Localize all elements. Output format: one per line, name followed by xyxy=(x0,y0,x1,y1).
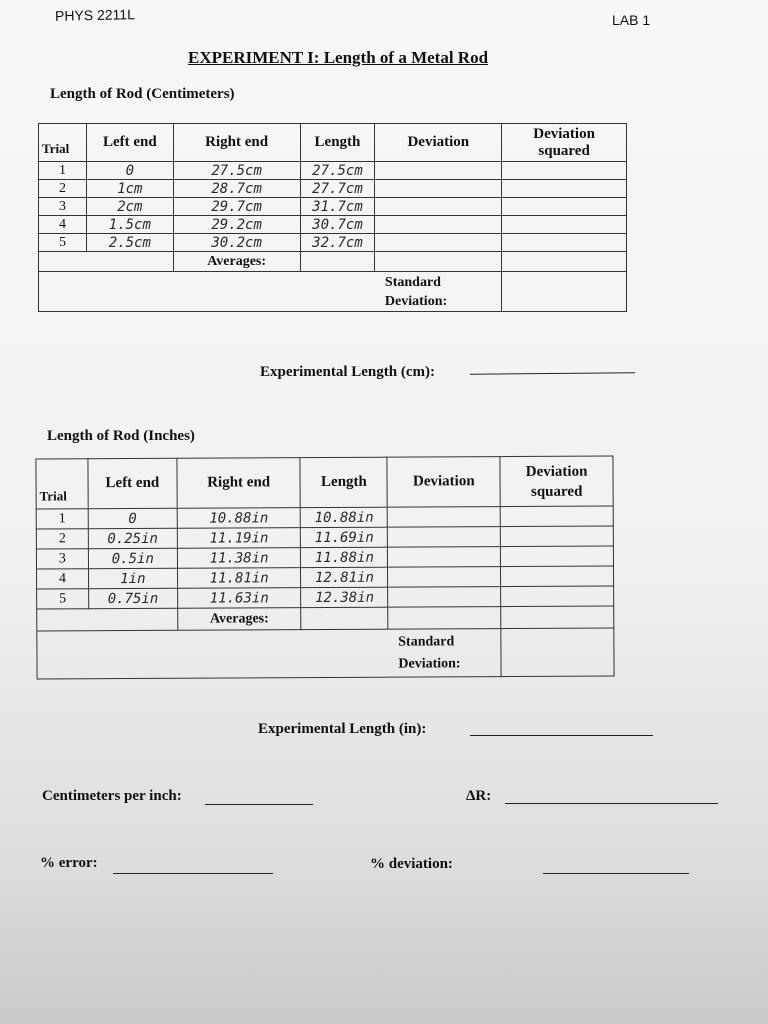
trial-number: 2 xyxy=(39,180,87,198)
deviation-cell xyxy=(388,547,501,568)
left-end-value: 2.5cm xyxy=(86,234,173,252)
deviation-cell xyxy=(375,180,502,198)
left-end-value: 0 xyxy=(86,162,173,180)
averages-label: Averages: xyxy=(173,252,300,272)
deviation-cell xyxy=(375,216,502,234)
experimental-length-cm-blank xyxy=(470,372,635,374)
in-data-table xyxy=(35,455,614,679)
cm-per-inch-blank xyxy=(205,804,313,805)
deviation-squared-cell xyxy=(501,566,614,587)
cm-data-table xyxy=(38,123,627,312)
deviation-header: Deviation xyxy=(387,457,500,508)
length-header: Length xyxy=(300,457,387,507)
percent-deviation-blank xyxy=(543,873,689,874)
right-end-value: 30.2cm xyxy=(173,234,300,252)
standard-deviation-line1: Standard xyxy=(384,274,441,290)
deviation-cell xyxy=(375,162,502,180)
standard-deviation-label xyxy=(388,629,501,678)
right-end-value: 29.2cm xyxy=(173,216,300,234)
percent-deviation-label: % deviation: xyxy=(370,856,453,872)
left-end-value: 0.5in xyxy=(88,548,177,568)
right-end-value: 29.7cm xyxy=(173,198,300,216)
length-value: 27.5cm xyxy=(300,162,375,180)
standard-deviation-line1: Standard xyxy=(398,633,455,650)
deviation-header: Deviation xyxy=(375,124,502,162)
blank-cell xyxy=(39,252,87,272)
left-end-value: 0 xyxy=(88,508,177,528)
right-end-value: 11.19in xyxy=(177,528,301,549)
averages-row xyxy=(37,606,614,631)
deviation-squared-cell xyxy=(502,180,627,198)
standard-deviation-label xyxy=(375,272,502,312)
trial-header: Trial xyxy=(39,124,87,162)
standard-deviation-line2: Deviation: xyxy=(398,655,461,672)
left-end-header: Left end xyxy=(86,124,173,162)
trial-number: 1 xyxy=(36,509,88,529)
deviation-squared-cell xyxy=(501,586,614,607)
cm-section-heading: Length of Rod (Centimeters) xyxy=(50,86,235,102)
blank-cell xyxy=(86,252,173,272)
left-end-value: 1cm xyxy=(86,180,173,198)
right-end-header: Right end xyxy=(173,124,300,162)
trial-header: Trial xyxy=(36,459,88,509)
table-header-row xyxy=(36,456,613,509)
blank-cell xyxy=(37,629,389,679)
length-value: 11.69in xyxy=(301,527,388,547)
averages-label: Averages: xyxy=(177,608,301,631)
deviation-average-cell xyxy=(388,607,501,630)
length-value: 32.7cm xyxy=(300,234,375,252)
in-section-heading: Length of Rod (Inches) xyxy=(47,428,195,444)
table-row xyxy=(39,180,627,198)
lab-number: LAB 1 xyxy=(612,12,651,28)
trial-number: 3 xyxy=(36,549,88,569)
percent-error-label: % error: xyxy=(40,855,98,871)
length-average-cell xyxy=(300,252,375,272)
trial-number: 4 xyxy=(37,569,89,589)
table-row xyxy=(39,216,627,234)
right-end-header: Right end xyxy=(177,458,301,509)
deviation-squared-cell xyxy=(500,506,613,527)
left-end-value: 0.25in xyxy=(88,528,177,548)
length-header: Length xyxy=(300,124,375,162)
length-average-cell xyxy=(301,607,388,629)
percent-error-blank xyxy=(113,873,273,874)
deviation-cell xyxy=(388,507,501,528)
deviation-squared-line1: Deviation xyxy=(533,125,595,142)
trial-number: 5 xyxy=(39,234,87,252)
delta-r-blank xyxy=(505,803,718,804)
left-end-value: 1in xyxy=(88,568,177,588)
page-title: EXPERIMENT I: Length of a Metal Rod xyxy=(188,48,489,67)
length-value: 11.88in xyxy=(301,547,388,567)
trial-number: 2 xyxy=(36,529,88,549)
deviation-cell xyxy=(375,198,502,216)
trial-number: 3 xyxy=(39,198,87,216)
right-end-value: 11.63in xyxy=(177,588,301,609)
right-end-value: 10.88in xyxy=(177,508,301,529)
deviation-squared-cell xyxy=(502,216,627,234)
deviation-squared-cell xyxy=(502,234,627,252)
experimental-length-in-label: Experimental Length (in): xyxy=(258,721,427,737)
deviation-cell xyxy=(388,587,501,608)
deviation-squared-header xyxy=(502,124,627,162)
right-end-value: 11.81in xyxy=(177,568,301,589)
deviation-average-cell xyxy=(375,252,502,272)
deviation-squared-line1: Deviation xyxy=(525,463,588,480)
length-value: 30.7cm xyxy=(300,216,375,234)
trial-number: 1 xyxy=(39,162,87,180)
deviation-cell xyxy=(375,234,502,252)
standard-deviation-row xyxy=(39,272,627,312)
blank-cell xyxy=(89,608,178,630)
deviation-squared-line2: squared xyxy=(530,483,583,500)
delta-r-label: ΔR: xyxy=(466,788,492,804)
table-row xyxy=(39,198,627,216)
deviation-squared-average-cell xyxy=(501,606,614,629)
trial-number: 4 xyxy=(39,216,87,234)
right-end-value: 27.5cm xyxy=(173,162,300,180)
right-end-value: 11.38in xyxy=(177,548,301,569)
deviation-cell xyxy=(388,567,501,588)
deviation-squared-header xyxy=(500,456,613,507)
left-end-header: Left end xyxy=(88,458,177,508)
length-value: 10.88in xyxy=(301,507,388,527)
deviation-cell xyxy=(388,527,501,548)
standard-deviation-value-cell xyxy=(502,272,627,312)
standard-deviation-row xyxy=(37,628,614,679)
length-value: 12.81in xyxy=(301,567,388,587)
experimental-length-in-blank xyxy=(470,735,653,736)
averages-row xyxy=(39,252,627,272)
left-end-value: 1.5cm xyxy=(86,216,173,234)
length-value: 31.7cm xyxy=(300,198,375,216)
deviation-squared-cell xyxy=(502,162,627,180)
left-end-value: 0.75in xyxy=(89,588,178,608)
table-header-row xyxy=(39,124,627,162)
cm-per-inch-label: Centimeters per inch: xyxy=(42,788,182,804)
deviation-squared-cell xyxy=(502,198,627,216)
table-row xyxy=(39,234,627,252)
deviation-squared-average-cell xyxy=(502,252,627,272)
experimental-length-cm-label: Experimental Length (cm): xyxy=(260,364,435,380)
length-value: 27.7cm xyxy=(300,180,375,198)
trial-number: 5 xyxy=(37,589,89,609)
table-row xyxy=(39,162,627,180)
length-value: 12.38in xyxy=(301,587,388,607)
standard-deviation-line2: Deviation: xyxy=(384,293,448,309)
deviation-squared-line2: squared xyxy=(538,142,590,159)
left-end-value: 2cm xyxy=(86,198,173,216)
standard-deviation-value-cell xyxy=(501,628,614,677)
right-end-value: 28.7cm xyxy=(173,180,300,198)
blank-cell xyxy=(39,272,375,312)
deviation-squared-cell xyxy=(501,546,614,567)
blank-cell xyxy=(37,609,89,631)
course-code: PHYS 2211L xyxy=(54,6,136,24)
deviation-squared-cell xyxy=(500,526,613,547)
